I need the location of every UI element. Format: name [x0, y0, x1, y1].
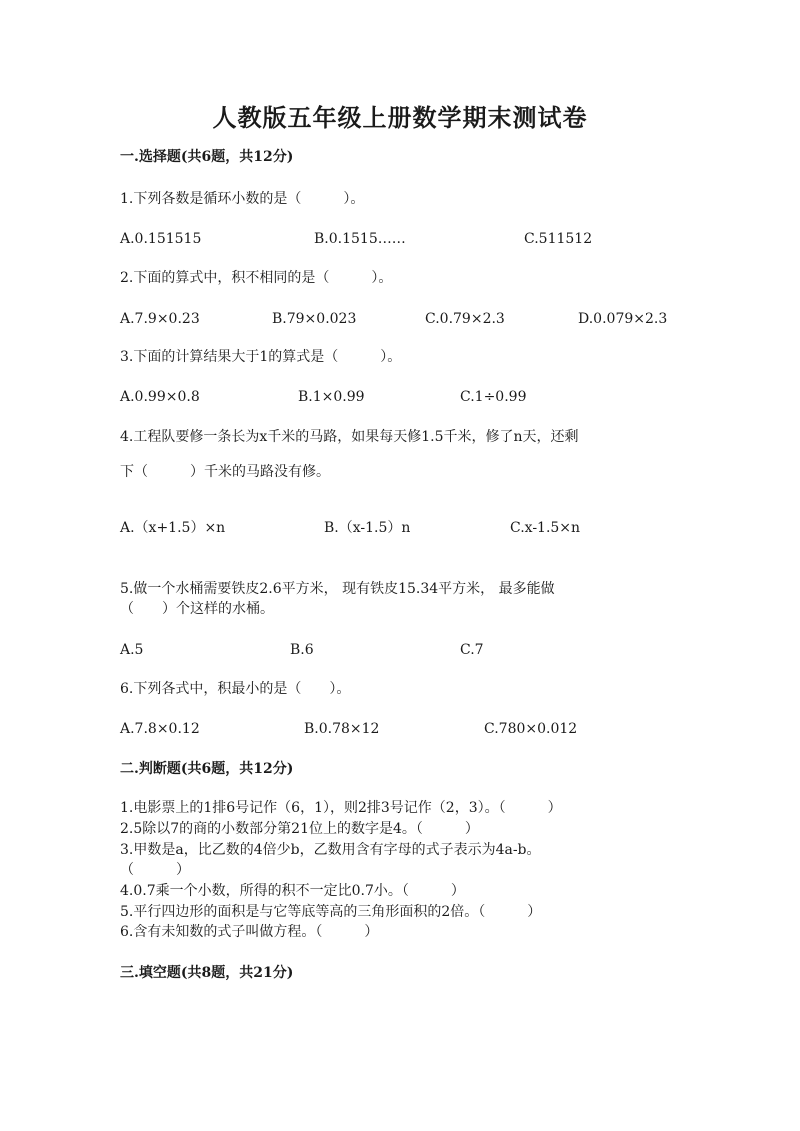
question-6-option-a: A.7.8×0.12: [120, 721, 200, 737]
question-4-option-b: B.（x-1.5）n: [324, 520, 411, 536]
judgement-item-4: 4.0.7乘一个小数，所得的积不一定比0.7小。（ ）: [120, 883, 465, 899]
question-6-option-b: B.0.78×12: [304, 721, 380, 737]
question-6-option-c: C.780×0.012: [484, 721, 578, 737]
judgement-item-3-blank: （ ）: [120, 862, 190, 878]
question-2-option-b: B.79×0.023: [272, 311, 357, 327]
question-1-option-a: A.0.151515: [120, 231, 202, 247]
question-3-option-a: A.0.99×0.8: [120, 389, 200, 405]
question-2-option-c: C.0.79×2.3: [425, 311, 505, 327]
question-1-option-b: B.0.1515……: [314, 231, 406, 247]
question-4-stem-line1: 4.工程队要修一条长为x千米的马路，如果每天修1.5千米，修了n天，还剩: [120, 429, 579, 445]
question-2-option-d: D.0.079×2.3: [578, 311, 668, 327]
question-1-option-c: C.511512: [524, 231, 593, 247]
judgement-item-1: 1.电影票上的1排6号记作（6，1），则2排3号记作（2，3）。（ ）: [120, 800, 562, 816]
question-3-option-b: B.1×0.99: [298, 389, 365, 405]
section-heading-judgement: 二.判断题(共6题，共12分): [120, 761, 294, 777]
judgement-item-6: 6.含有未知数的式子叫做方程。（ ）: [120, 924, 379, 940]
question-4-option-a: A.（x+1.5）×n: [120, 520, 226, 536]
question-5-stem-line2: （ ）个这样的水桶。: [120, 601, 274, 617]
question-1-stem: 1.下列各数是循环小数的是（ ）。: [120, 191, 365, 207]
judgement-item-3: 3.甲数是a，比乙数的4倍少b，乙数用含有字母的式子表示为4a-b。: [120, 842, 541, 858]
question-4-stem-line2: 下（ ）千米的马路没有修。: [120, 464, 330, 480]
question-6-stem: 6.下列各式中，积最小的是（ ）。: [120, 681, 351, 697]
section-heading-choice: 一.选择题(共6题，共12分): [120, 149, 294, 165]
question-3-option-c: C.1÷0.99: [460, 389, 527, 405]
question-5-option-c: C.7: [460, 642, 484, 658]
question-5-option-b: B.6: [290, 642, 314, 658]
question-2-stem: 2.下面的算式中，积不相同的是（ ）。: [120, 270, 393, 286]
question-2-option-a: A.7.9×0.23: [120, 311, 200, 327]
section-heading-fill-blank: 三.填空题(共8题，共21分): [120, 965, 294, 981]
question-5-option-a: A.5: [120, 642, 144, 658]
question-3-stem: 3.下面的计算结果大于1的算式是（ ）。: [120, 349, 402, 365]
judgement-item-5: 5.平行四边形的面积是与它等底等高的三角形面积的2倍。（ ）: [120, 904, 542, 920]
question-4-option-c: C.x-1.5×n: [510, 520, 581, 536]
question-5-stem-line1: 5.做一个水桶需要铁皮2.6平方米， 现有铁皮15.34平方米， 最多能做: [120, 581, 555, 597]
page-title: 人教版五年级上册数学期末测试卷: [212, 103, 588, 132]
judgement-item-2: 2.5除以7的商的小数部分第21位上的数字是4。（ ）: [120, 821, 479, 837]
